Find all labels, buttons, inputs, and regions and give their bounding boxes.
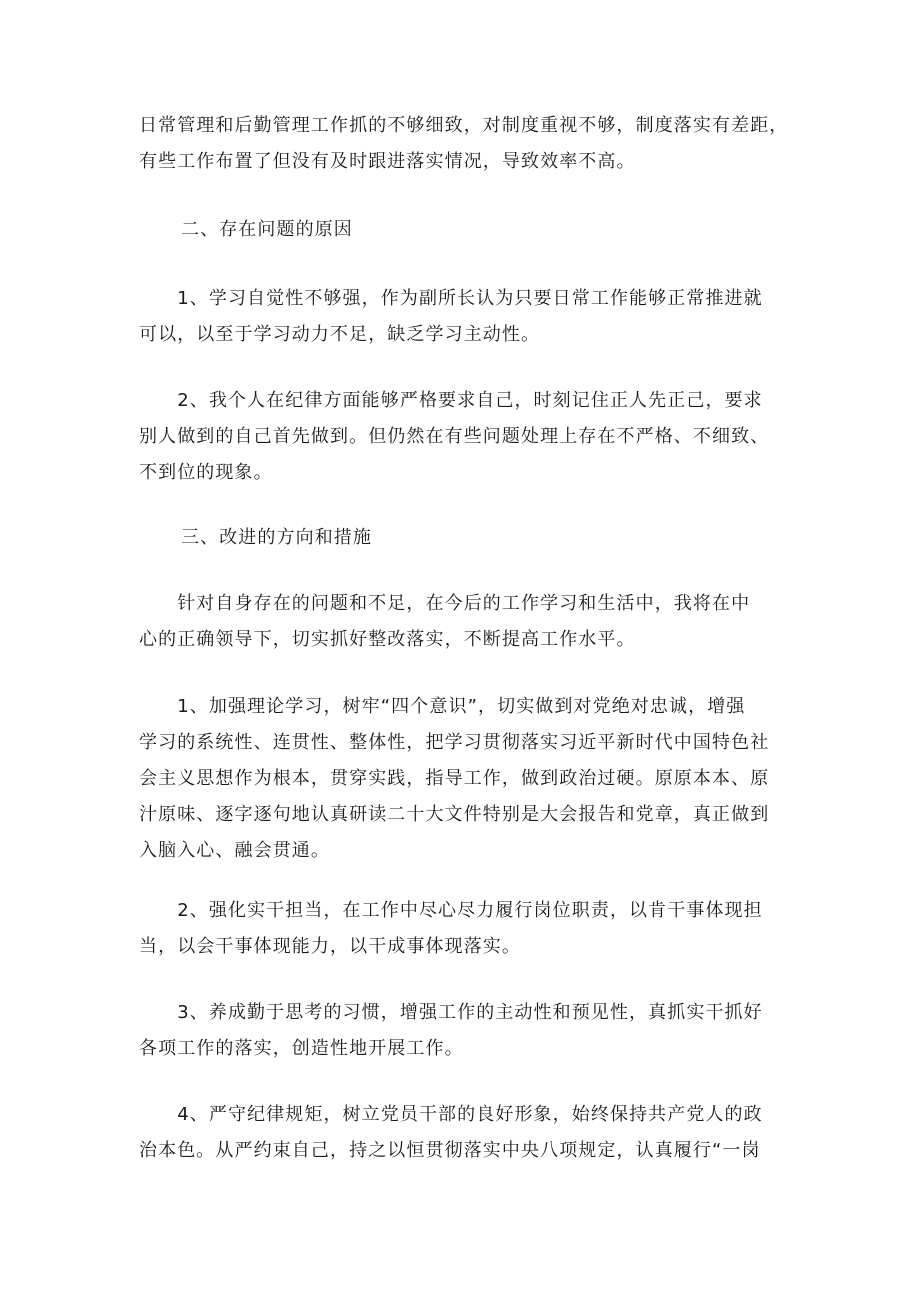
text-line: 学习的系统性、连贯性、整体性，把学习贯彻落实习近平新时代中国特色社: [139, 732, 770, 753]
section-heading-improvements: 三、改进的方向和措施: [181, 527, 372, 548]
text-line: 治本色。从严约束自己，持之以恒贯彻落实中央八项规定，认真履行“一岗: [139, 1140, 761, 1161]
text-line: 日常管理和后勤管理工作抓的不够细致，对制度重视不够，制度落实有差距，: [139, 115, 789, 136]
text-line: 不到位的现象。: [139, 462, 273, 483]
paragraph-management-issues: [139, 108, 791, 180]
text-line: 有些工作布置了但没有及时跟进落实情况，导致效率不高。: [139, 151, 636, 172]
text-line: 别人做到的自己首先做到。但仍然在有些问题处理上存在不严格、不细致、: [139, 426, 770, 447]
paragraph-measure-1: [139, 689, 791, 869]
text-line: 汁原味、逐字逐句地认真研读二十大文件特别是大会报告和党章，真正做到: [139, 804, 770, 825]
paragraph-cause-2: [139, 383, 791, 491]
text-line: 当，以会干事体现能力，以干成事体现落实。: [139, 936, 521, 957]
text-line: 3、养成勤于思考的习惯，增强工作的主动性和预见性，真抓实干抓好: [139, 1002, 763, 1023]
paragraph-improvement-intro: [139, 586, 791, 658]
paragraph-cause-1: [139, 281, 791, 353]
text-line: 可以，以至于学习动力不足，缺乏学习主动性。: [139, 324, 541, 345]
text-line: 会主义思想作为根本，贯穿实践，指导工作，做到政治过硬。原原本本、原: [139, 768, 770, 789]
text-line: 各项工作的落实，创造性地开展工作。: [139, 1038, 464, 1059]
text-line: 入脑入心、融会贯通。: [139, 840, 330, 861]
text-line: 心的正确领导下，切实抓好整改落实，不断提高工作水平。: [139, 629, 636, 650]
text-line: 1、加强理论学习，树牢“四个意识”，切实做到对党绝对忠诚，增强: [139, 696, 746, 717]
paragraph-measure-3: [139, 995, 791, 1067]
text-line: 4、严守纪律规矩，树立党员干部的良好形象，始终保持共产党人的政: [139, 1104, 763, 1125]
text-line: 1、学习自觉性不够强，作为副所长认为只要日常工作能够正常推进就: [139, 288, 763, 309]
paragraph-measure-4: [139, 1097, 791, 1169]
text-line: 2、我个人在纪律方面能够严格要求自己，时刻记住正人先正己，要求: [139, 390, 763, 411]
text-line: 2、强化实干担当，在工作中尽心尽力履行岗位职责，以肯干事体现担: [139, 900, 763, 921]
section-heading-causes: 二、存在问题的原因: [181, 219, 353, 240]
text-line: 针对自身存在的问题和不足，在今后的工作学习和生活中，我将在中: [139, 593, 751, 614]
paragraph-measure-2: [139, 893, 791, 965]
